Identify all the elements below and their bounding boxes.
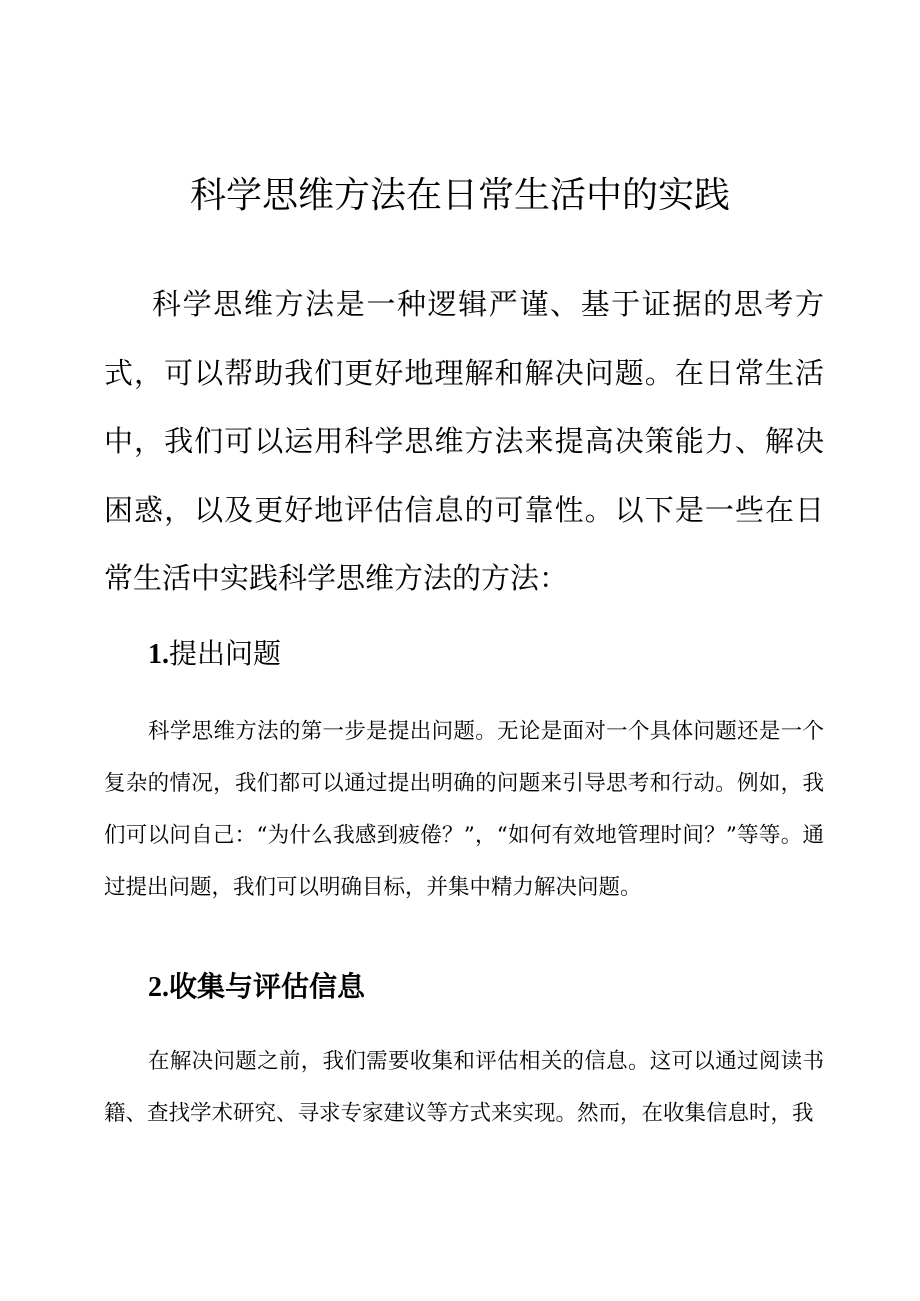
section-title-2: 收集与评估信息 bbox=[169, 970, 366, 1003]
section-number-2: 2. bbox=[148, 972, 169, 1003]
section-body-1: 科学思维方法的第一步是提出问题。无论是面对一个具体问题还是一个复杂的情况，我们都可以通过提出明确的问题来引导思考和行动。例如，我们可以问自己：“为什么我感到疲倦？”，“如何有效地管理时间？”等等。通过提出问题，我们可以明确目标，并集中精力解决问题。 bbox=[104, 719, 824, 900]
section-number-1: 1. bbox=[148, 639, 169, 670]
section-heading-2 bbox=[148, 965, 365, 1010]
section-body-2: 在解决问题之前，我们需要收集和评估相关的信息。这可以通过阅读书籍、查找学术研究、寻求专家建议等方式来实现。然而，在收集信息时，我 bbox=[104, 1049, 824, 1126]
document-title: 科学思维方法在日常生活中的实践 bbox=[189, 175, 730, 216]
section-title-1: 提出问题 bbox=[169, 637, 282, 670]
intro-paragraph: 科学思维方法是一种逻辑严谨、基于证据的思考方式，可以帮助我们更好地理解和解决问题。在日常生活中，我们可以运用科学思维方法来提高决策能力、解决困惑，以及更好地评估信息的可靠性。以下是一些在日常生活中实践科学思维方法的方法： bbox=[104, 287, 824, 595]
section-heading-1 bbox=[148, 632, 281, 677]
